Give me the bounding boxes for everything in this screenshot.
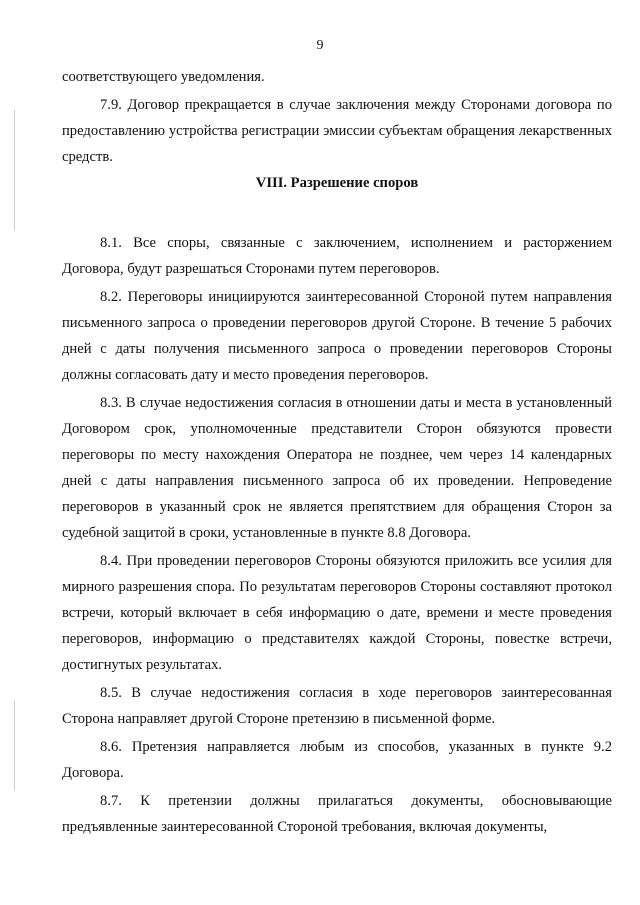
scan-margin-line (14, 110, 15, 230)
paragraph-8-3: 8.3. В случае недостижения согласия в отношении даты и места в установленный Договором срок, уполномоченные представители Сторон обязуются провести переговоры по месту нахождения Оператора не позднее, чем через 14 календарных дней с даты направления письменного запроса об их проведении. Непроведение переговоров в указанный срок не является препятствием для обращения Сторон за судебной защитой в сроки, установленные в пункте 8.8 Договора. (62, 395, 612, 541)
paragraph-8-2: 8.2. Переговоры инициируются заинтересованной Стороной путем направления письменного запроса о проведении переговоров другой Стороне. В течение 5 рабочих дней с даты получения письменного запроса о проведении переговоров Стороны должны согласовать дату и место проведения переговоров. (62, 289, 612, 383)
paragraph-7-9: 7.9. Договор прекращается в случае заключения между Сторонами договора по предоставлению устройства регистрации эмиссии субъектам обращения лекарственных средств. (62, 97, 612, 165)
document-body (62, 64, 612, 840)
scan-margin-line (14, 700, 15, 790)
paragraph-continuation: соответствующего уведомления. (62, 69, 265, 85)
paragraph-8-6: 8.6. Претензия направляется любым из способов, указанных в пункте 9.2 Договора. (62, 739, 612, 781)
section-heading: VIII. Разрешение споров (255, 175, 419, 191)
paragraph-8-5: 8.5. В случае недостижения согласия в ходе переговоров заинтересованная Сторона направляет другой Стороне претензию в письменной форме. (62, 685, 612, 727)
paragraph-8-4: 8.4. При проведении переговоров Стороны обязуются приложить все усилия для мирного разрешения спора. По результатам переговоров Стороны составляют протокол встречи, который включает в себя информацию о дате, времени и месте проведения переговоров, информацию о представителях каждой Стороны, повестке встречи, достигнутых результатах. (62, 553, 612, 673)
paragraph-8-7: 8.7. К претензии должны прилагаться документы, обосновывающие предъявленные заинтересованной Стороной требования, включая документы, (62, 793, 612, 835)
page-number: 9 (316, 38, 324, 53)
paragraph-8-1: 8.1. Все споры, связанные с заключением, исполнением и расторжением Договора, будут разрешаться Сторонами путем переговоров. (62, 235, 612, 277)
